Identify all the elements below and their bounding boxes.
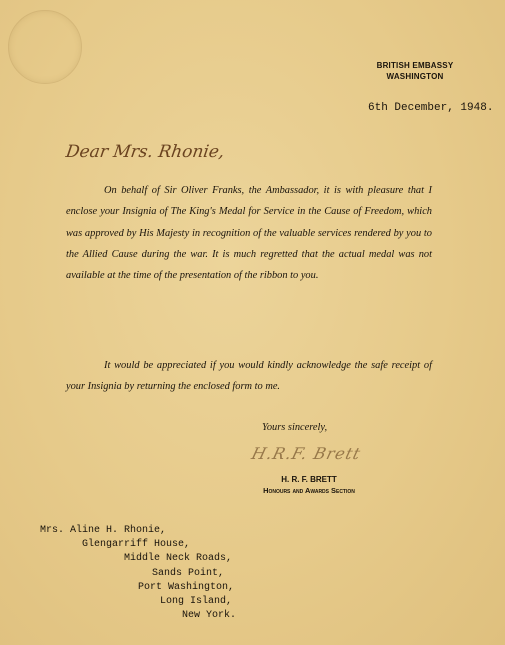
closing: Yours sincerely,	[262, 422, 328, 433]
letterhead	[360, 60, 470, 82]
body-paragraph-1: On behalf of Sir Oliver Franks, the Ambassador, it is with pleasure that I enclose your Insignia of The King's Medal for Service in the Cause of Freedom, which was approved by His Majesty in recognition of the valuable services rendered by you to the Allied Cause during the war. It is much regretted that the actual medal was not available at the time of the presentation of the ribbon to you.	[66, 185, 432, 282]
letterhead-embassy: BRITISH EMBASSY	[376, 61, 454, 70]
address-line: Port Washington,	[138, 581, 235, 593]
embossed-seal	[8, 10, 82, 84]
address-line: Long Island,	[160, 596, 233, 608]
body-paragraph-2: It would be appreciated if you would kindly acknowledge the safe receipt of your Insignia by returning the enclosed form to me.	[66, 360, 432, 393]
address-line: Sands Point,	[152, 567, 225, 579]
recipient-address	[40, 524, 236, 623]
address-line: Middle Neck Roads,	[124, 553, 233, 565]
letter-date: 6th December, 1948.	[368, 102, 494, 114]
handwritten-signature: H.R.F. Brett	[249, 444, 364, 463]
address-line: New York.	[182, 610, 237, 622]
signer-block	[230, 474, 388, 496]
signer-section: Honours and Awards Section	[263, 486, 355, 495]
address-line: Glengarriff House,	[82, 539, 191, 551]
signer-name: H. R. F. BRETT	[281, 475, 337, 484]
letterhead-city: WASHINGTON	[386, 72, 444, 81]
address-line: Mrs. Aline H. Rhonie,	[40, 525, 167, 536]
salutation: Dear Mrs. Rhonie,	[64, 142, 226, 162]
